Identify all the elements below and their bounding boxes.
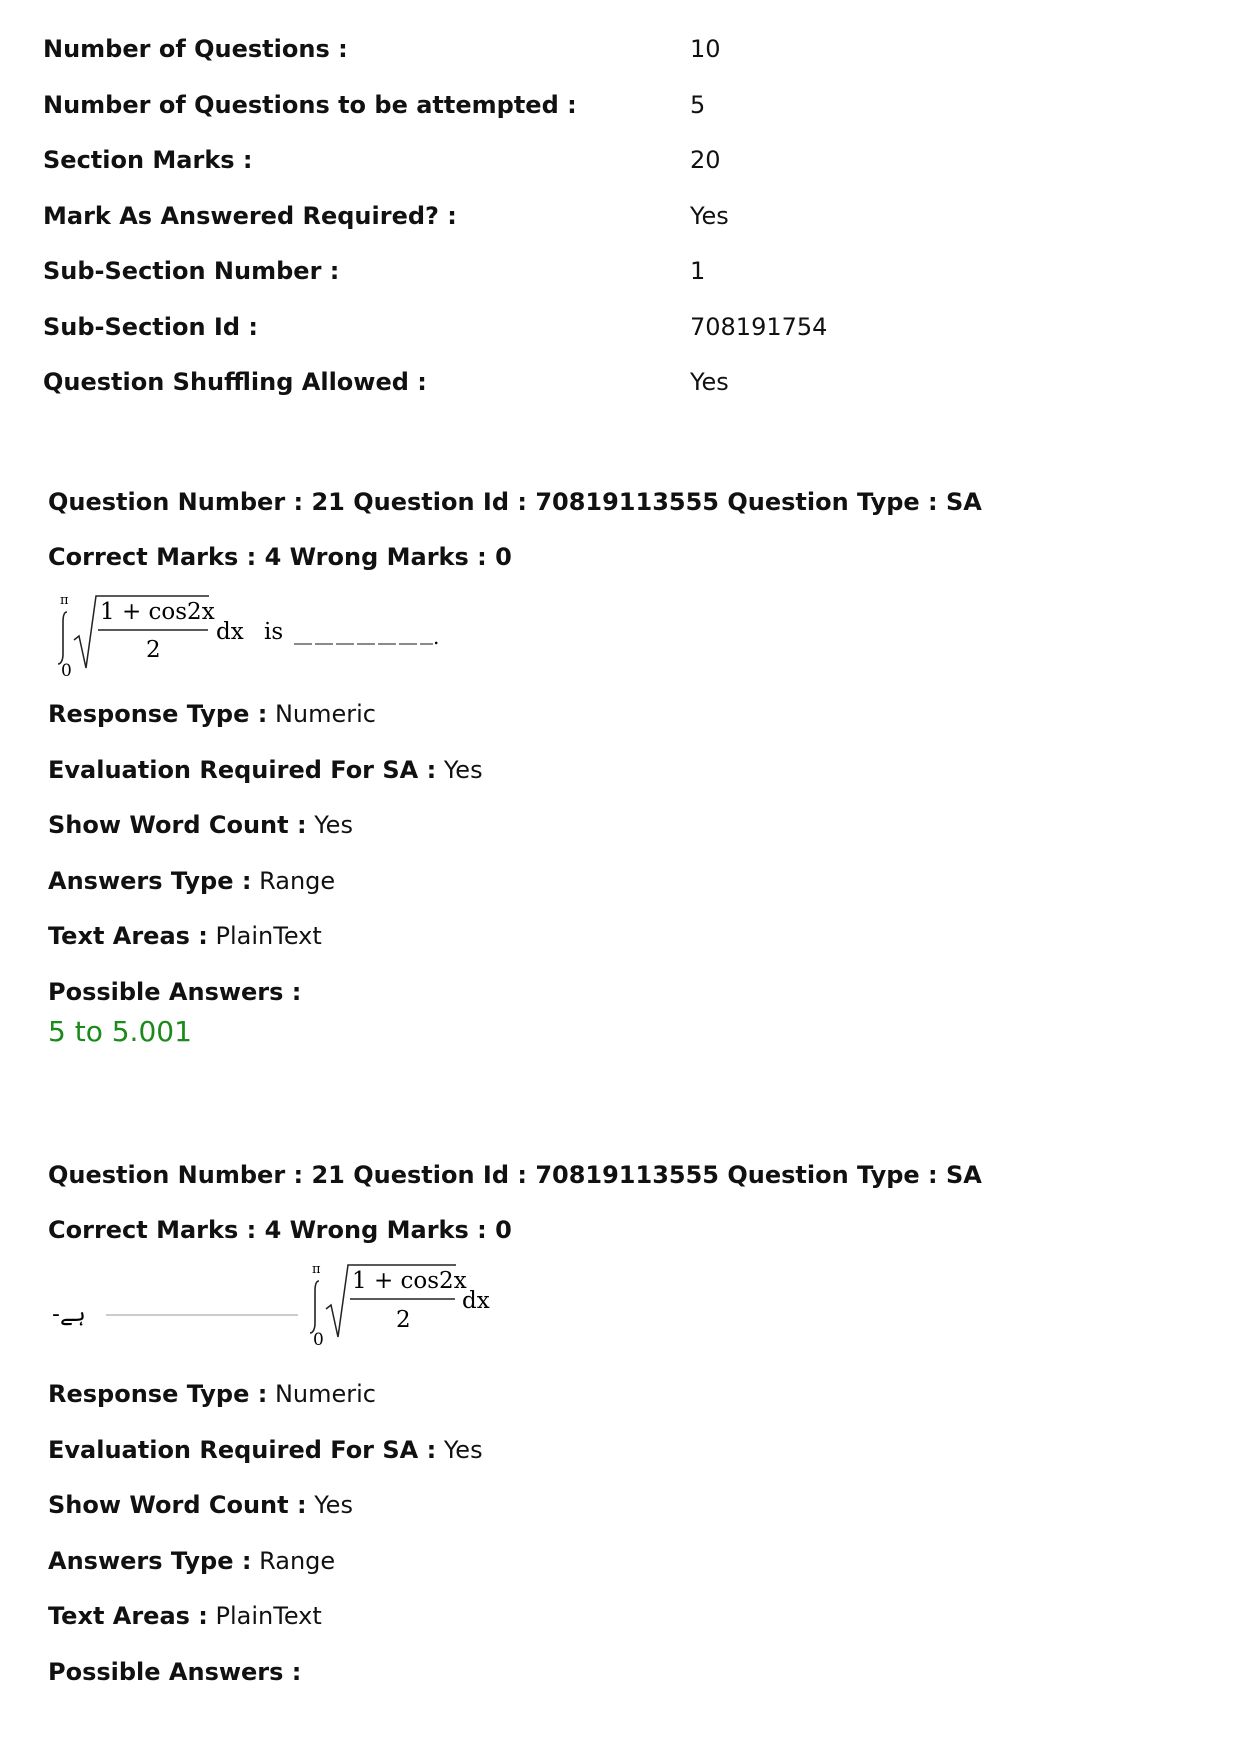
possible-answers-value: 5 to 5.001: [48, 1014, 192, 1048]
info-row: [43, 34, 1143, 90]
lower-limit: 0: [313, 1330, 324, 1350]
info-value: 1: [690, 257, 706, 285]
field-label: Show Word Count :: [48, 1491, 307, 1519]
info-row: [43, 90, 1143, 146]
section-info-table: [43, 34, 1143, 423]
field-value: Yes: [314, 1491, 353, 1519]
question-marks: Correct Marks : 4 Wrong Marks : 0: [48, 1216, 512, 1244]
upper-limit: π: [312, 1262, 321, 1277]
differential: dx: [216, 619, 244, 645]
field-value: Numeric: [274, 1380, 376, 1408]
field-row: [48, 921, 1168, 977]
lower-limit: 0: [61, 661, 72, 677]
numerator: 1 + cos2x: [352, 1268, 467, 1294]
question-block-english: [48, 487, 1168, 1049]
field-row: [48, 810, 1168, 866]
field-value: Range: [259, 866, 336, 895]
info-row: [43, 367, 1143, 423]
question-marks: Correct Marks : 4 Wrong Marks : 0: [48, 543, 512, 571]
info-value: 708191754: [690, 312, 828, 341]
field-row: [48, 755, 1168, 811]
field-label: Answers Type :: [48, 1546, 252, 1575]
field-value: Yes: [443, 755, 483, 784]
integral-formula-image: [48, 582, 468, 677]
possible-answers-label: Possible Answers :: [48, 977, 302, 1006]
integral-sign: [58, 612, 67, 664]
formula-prefix: -ہے: [52, 1302, 86, 1327]
differential: dx: [462, 1288, 490, 1314]
info-value: 5: [690, 90, 706, 119]
field-value: Numeric: [274, 700, 376, 728]
info-value: Yes: [690, 201, 729, 230]
info-label: Number of Questions :: [43, 35, 348, 63]
info-row: [43, 145, 1143, 201]
field-label: Evaluation Required For SA :: [48, 755, 437, 784]
field-row: [48, 1490, 1168, 1546]
info-value: 20: [690, 146, 721, 174]
integral-formula-image: [48, 1259, 508, 1359]
field-row: [48, 1601, 1168, 1657]
field-value: Yes: [443, 1435, 483, 1464]
field-row: [48, 1435, 1168, 1491]
denominator: 2: [396, 1307, 411, 1333]
info-label: Mark As Answered Required? :: [43, 201, 457, 230]
field-row: [48, 866, 1168, 922]
field-label: Response Type :: [48, 1380, 268, 1408]
question-header: Question Number : 21 Question Id : 70819113555 Question Type : SA: [48, 1161, 982, 1189]
field-value: PlainText: [215, 922, 322, 950]
field-value: Yes: [314, 811, 353, 839]
info-label: Sub-Section Id :: [43, 312, 258, 341]
numerator: 1 + cos2x: [100, 599, 215, 625]
info-label: Number of Questions to be attempted :: [43, 90, 577, 119]
upper-limit: π: [60, 593, 69, 608]
field-row: [48, 699, 1168, 755]
info-row: [43, 256, 1143, 312]
info-label: Question Shuffling Allowed :: [43, 368, 427, 396]
field-label: Answers Type :: [48, 866, 252, 895]
info-label: Sub-Section Number :: [43, 257, 340, 285]
integral-sign: [310, 1281, 319, 1333]
field-label: Response Type :: [48, 700, 268, 728]
blank-end: .: [433, 625, 440, 649]
info-value: 10: [690, 35, 721, 63]
question-block-urdu: [48, 1160, 1168, 1687]
formula-suffix: is: [264, 619, 284, 645]
field-label: Text Areas :: [48, 922, 208, 950]
info-label: Section Marks :: [43, 146, 253, 174]
field-label: Text Areas :: [48, 1602, 208, 1630]
denominator: 2: [146, 637, 161, 663]
possible-answers-label: Possible Answers :: [48, 1657, 302, 1686]
info-value: Yes: [690, 368, 729, 396]
field-row: [48, 1546, 1168, 1602]
info-row: [43, 201, 1143, 257]
field-value: PlainText: [215, 1602, 322, 1630]
field-value: Range: [259, 1546, 336, 1575]
field-label: Evaluation Required For SA :: [48, 1435, 437, 1464]
field-label: Show Word Count :: [48, 811, 307, 839]
field-row: [48, 1379, 1168, 1435]
question-formula: [48, 1259, 1168, 1359]
question-formula: [48, 582, 1168, 677]
info-row: [43, 312, 1143, 368]
question-header: Question Number : 21 Question Id : 70819113555 Question Type : SA: [48, 488, 982, 516]
